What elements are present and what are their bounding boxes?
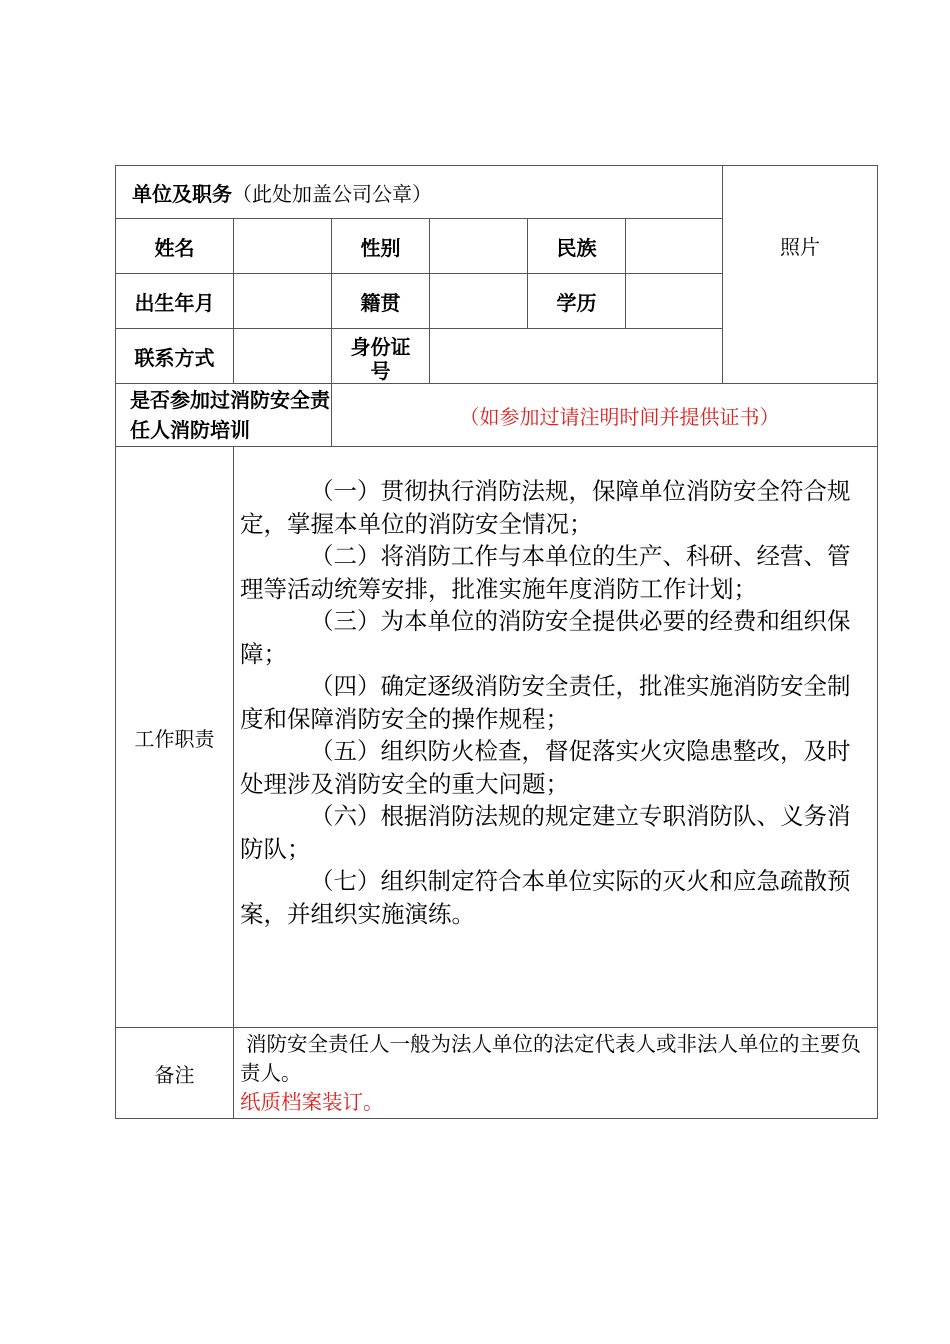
gender-value-cell[interactable] xyxy=(430,219,528,274)
native-place-value-cell[interactable] xyxy=(430,274,528,329)
photo-cell xyxy=(723,166,878,384)
duty-item: （一）贯彻执行消防法规，保障单位消防安全符合规定，掌握本单位的消防安全情况； xyxy=(240,477,851,538)
company-seal-note: （此处加盖公司公章） xyxy=(232,181,432,206)
name-label: 姓名 xyxy=(116,219,234,274)
duty-item: （三）为本单位的消防安全提供必要的经费和组织保障； xyxy=(240,607,851,668)
unit-position-cell xyxy=(116,166,723,219)
contact-value-cell[interactable] xyxy=(234,329,332,384)
contact-label: 联系方式 xyxy=(116,329,234,384)
remarks-line-2: 纸质档案装订。 xyxy=(240,1090,384,1114)
id-number-label-cell xyxy=(332,329,430,384)
unit-position-label: 单位及职务 xyxy=(132,181,232,206)
ethnicity-value-cell[interactable] xyxy=(626,219,723,274)
birth-date-value-cell[interactable] xyxy=(234,274,332,329)
name-value-cell[interactable] xyxy=(234,219,332,274)
fire-training-label: 是否参加过消防安全责任人消防培训 xyxy=(116,384,332,447)
remarks-label: 备注 xyxy=(116,1028,234,1119)
education-value-cell[interactable] xyxy=(626,274,723,329)
education-label: 学历 xyxy=(528,274,626,329)
responsible-person-form xyxy=(115,165,878,1119)
job-duties-list xyxy=(234,447,878,1028)
duty-item: （五）组织防火检查，督促落实火灾隐患整改，及时处理涉及消防安全的重大问题； xyxy=(240,737,851,798)
native-place-label: 籍贯 xyxy=(332,274,430,329)
fire-training-note[interactable]: （如参加过请注明时间并提供证书） xyxy=(332,384,878,447)
job-duties-label: 工作职责 xyxy=(116,447,234,1028)
duty-item: （二）将消防工作与本单位的生产、科研、经营、管理等活动统筹安排，批准实施年度消防工作计划； xyxy=(240,542,851,603)
remarks-line-1: 消防安全责任人一般为法人单位的法定代表人或非法人单位的主要负责人。 xyxy=(240,1032,861,1085)
duty-item: （四）确定逐级消防安全责任，批准实施消防安全制度和保障消防安全的操作规程； xyxy=(240,672,851,733)
ethnicity-label: 民族 xyxy=(528,219,626,274)
remarks-content xyxy=(234,1028,878,1119)
photo-label: 照片 xyxy=(780,234,821,259)
id-number-value-cell[interactable] xyxy=(430,329,723,384)
duty-item: （七）组织制定符合本单位实际的灭火和应急疏散预案，并组织实施演练。 xyxy=(240,867,851,928)
duty-item: （六）根据消防法规的规定建立专职消防队、义务消防队； xyxy=(240,802,851,863)
id-number-label: 身份证号 xyxy=(350,335,411,383)
birth-date-label: 出生年月 xyxy=(116,274,234,329)
gender-label: 性别 xyxy=(332,219,430,274)
